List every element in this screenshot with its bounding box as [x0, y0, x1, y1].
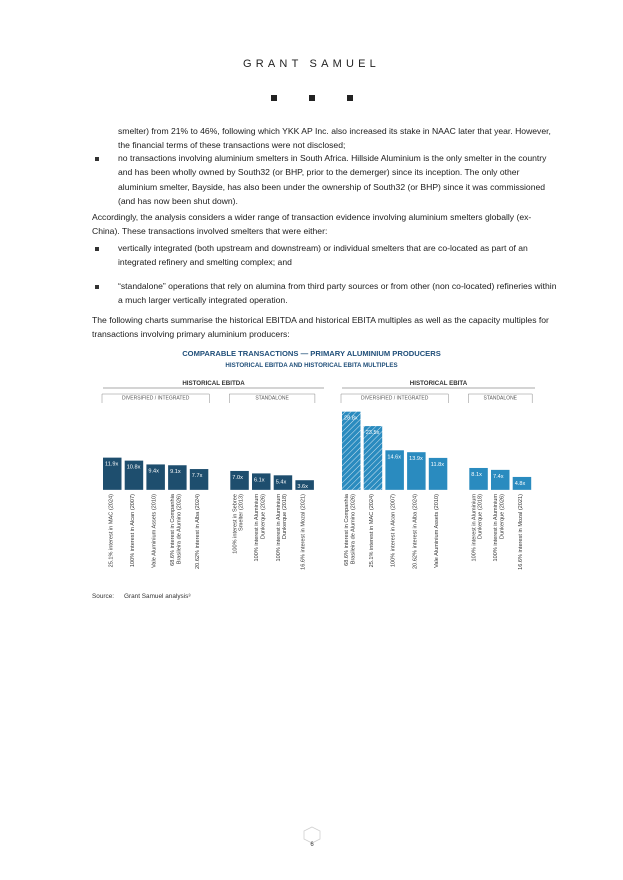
source-note: [92, 593, 190, 600]
category-tick-line: 20.62% interest in Alba (2024): [412, 494, 419, 569]
category-tick-line: 100% interest in Aluminium: [254, 494, 261, 562]
bullet-vertically-integrated: vertically integrated (both upstream and downstream) or individual smelters that are co-located as part of an integrated refinery and smelting complex; and: [118, 243, 528, 268]
category-tick-line: 25.1% interest in MAC (2024): [108, 494, 115, 568]
category-tick-label: [518, 494, 524, 570]
group-label: STANDALONE: [255, 395, 289, 402]
category-tick-label: [391, 494, 397, 567]
bar-value-label: 9.4x: [148, 468, 159, 475]
bar-value-label: 14.6x: [387, 454, 402, 461]
paragraph-continuation: smelter) from 21% to 46%, following which YKK AP Inc. also increased its stake in NAAC later that year. However, the financial terms of these transactions were not disclosed;: [118, 126, 551, 151]
logo-squares: [0, 88, 623, 106]
bar-value-label: 11.8x: [430, 461, 445, 468]
category-tick-line: Dunkerque (2026): [499, 494, 506, 540]
category-tick-label: [232, 494, 244, 554]
category-tick-line: Brasileira de Alumino (2026): [350, 494, 357, 565]
category-tick-label: [344, 493, 356, 566]
category-tick-line: 25.1% interest in MAC (2024): [368, 494, 375, 568]
bar-value-label: 5.4x: [275, 479, 287, 486]
bullet-south-africa: no transactions involving aluminium smelters in South Africa. Hillside Aluminium is the only smelter in the country and has been wholly owned by South32 (or BHP, prior to the demerger) since its inception. The only other aluminium smelter, Bayside, has also been under the ownership of South32 (or BHP) since it was commissioned (and has now been shut down).: [118, 153, 547, 207]
bar-value-label: 7.4x: [493, 473, 504, 480]
bar-value-label: 9.1x: [170, 469, 181, 476]
category-tick-line: Dunkerque (2018): [282, 494, 289, 540]
category-tick-label: [254, 494, 266, 562]
category-tick-line: Brasileira de Alumino (2026): [176, 494, 183, 565]
category-tick-line: Smelter (2013): [238, 494, 245, 531]
category-tick-line: 68.6% interest in Companhia: [170, 494, 177, 566]
bar-value-label: 23.5x: [365, 430, 380, 437]
bar-value-label: 10.8x: [126, 464, 141, 471]
bar-value-label: 11.9x: [105, 461, 119, 468]
category-tick-label: [195, 494, 201, 569]
paragraph-charts-intro: The following charts summarise the historical EBITDA and historical EBITA multiples as well as the capacity multiples for transactions involving primary aluminium producers:: [92, 315, 549, 340]
bar: [342, 412, 361, 490]
category-tick-line: Vale Aluminium Assets (2010): [151, 494, 158, 568]
category-tick-line: 100% interest in Alcan (2007): [390, 494, 397, 568]
category-tick-line: 68.6% interest in Companhia: [344, 494, 351, 566]
category-tick-line: 100% interest in Aluminium: [493, 494, 500, 562]
category-tick-line: Dunkerque (2026): [260, 494, 267, 540]
bullet-marker: [95, 285, 99, 289]
source-text: Grant Samuel analysis³: [124, 593, 191, 600]
category-tick-line: 100% interest in Aluminium: [275, 494, 282, 562]
source-label: Source:: [92, 593, 115, 600]
category-tick-line: 100% interest in Alcan (2007): [129, 494, 136, 568]
paragraph-accordingly: Accordingly, the analysis considers a wider range of transaction evidence involving aluminium smelters globally (ex-China). These transactions involved smelters that were either:: [92, 212, 532, 237]
bar-value-label: 3.6x: [297, 484, 308, 491]
category-tick-label: [369, 494, 375, 568]
multiples-chart: [0, 372, 623, 612]
company-logo: GRANT SAMUEL: [243, 58, 380, 70]
bar-value-label: 7.0x: [232, 474, 243, 481]
category-tick-label: [276, 494, 288, 562]
chart-title: COMPARABLE TRANSACTIONS — PRIMARY ALUMINIUM PRODUCERS: [182, 349, 441, 358]
category-tick-line: 100% interest in Aluminium: [471, 494, 478, 562]
bar-value-label: 4.8x: [514, 480, 526, 487]
bullet-marker: [95, 157, 99, 161]
category-tick-line: 16.6% interest in Mozal (2021): [300, 494, 307, 570]
bar-value-label: 7.7x: [191, 473, 203, 480]
category-tick-label: [170, 493, 182, 566]
category-tick-label: [108, 494, 114, 568]
category-tick-line: Vale Aluminium Assets (2010): [434, 494, 441, 568]
category-tick-line: Dunkerque (2018): [477, 494, 484, 540]
bar-value-label: 8.1x: [471, 471, 482, 478]
category-tick-label: [301, 494, 307, 570]
category-tick-label: [130, 494, 136, 567]
category-tick-label: [152, 494, 158, 568]
panel-title: HISTORICAL EBITA: [409, 380, 468, 387]
group-label: DIVERSIFIED / INTEGRATED: [121, 395, 190, 402]
page-number: 6: [310, 842, 314, 848]
panel-title: HISTORICAL EBITDA: [182, 380, 245, 387]
category-tick-label: [471, 494, 483, 562]
group-label: STANDALONE: [483, 395, 518, 402]
bar-value-label: 28.8x: [344, 415, 358, 422]
bullet-standalone: “standalone” operations that rely on alumina from third party sources or from other (non co-located) refineries within a much larger vertically integrated operation.: [118, 281, 557, 306]
category-tick-line: 20.62% interest in Alba (2024): [195, 494, 202, 569]
category-tick-label: [434, 494, 440, 568]
group-label: DIVERSIFIED / INTEGRATED: [360, 395, 429, 402]
category-tick-line: 100% interest in Sebree: [232, 494, 239, 554]
category-tick-label: [412, 494, 418, 569]
bullet-marker: [95, 247, 99, 251]
bar-value-label: 6.1x: [254, 477, 265, 484]
bar-value-label: 13.9x: [409, 456, 423, 463]
category-tick-line: 16.6% interest in Mozal (2021): [517, 494, 524, 570]
category-tick-label: [493, 494, 505, 562]
chart-subtitle: HISTORICAL EBITDA AND HISTORICAL EBITA MULTIPLES: [225, 362, 398, 369]
